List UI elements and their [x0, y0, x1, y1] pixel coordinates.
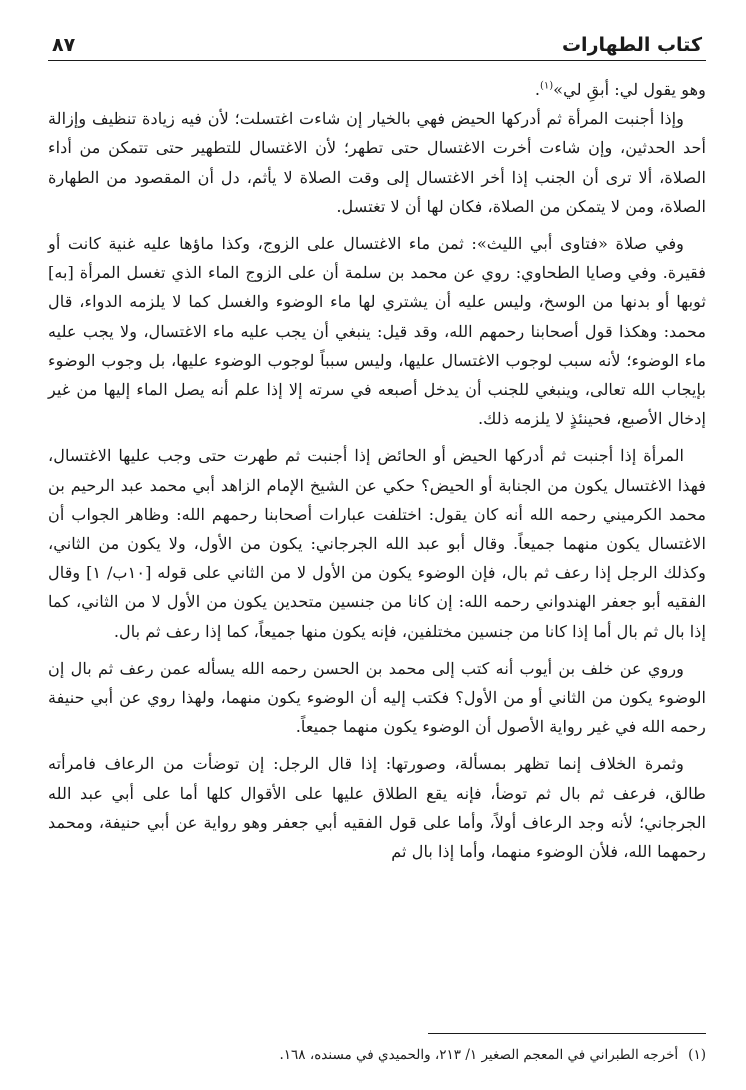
paragraph-6: وثمرة الخلاف إنما تظهر بمسألة، وصورتها: إذا قال الرجل: إن توضأت من الرعاف فامرأته طالق، فرعف ثم بال ثم توضأ، فإنه يقع الطلاق عليها على الأقوال كلها أما على أبي عبد الله الجرجاني؛ لأنه وجد الرعاف أولاً، وأما على قول الفقيه أبي جعفر وهو رواية عن أبي حنيفة، ومحمد رحمهما الله، فلأن الوضوء منهما، وأما إذا بال ثم	[48, 754, 706, 862]
footnote-number: (١)	[688, 1047, 706, 1063]
paragraph-1-end: .	[534, 80, 540, 99]
page-number: ٨٧	[52, 34, 76, 56]
main-text	[48, 75, 706, 866]
paragraph-1-text: وهو يقول لي: أبقِ لي»	[553, 80, 706, 99]
page-header	[48, 22, 706, 61]
footnote	[48, 1044, 706, 1066]
paragraph-2: وإذا أجنبت المرأة ثم أدركها الحيض فهي بالخيار إن شاءت اغتسلت؛ لأن فيه زيادة تنظيف وإزالة أحد الحدثين، وإن شاءت أخرت الاغتسال حتى تطهر؛ لأن الاغتسال للتطهير حتى تتمكن من أداء الصلاة، ألا ترى أن الجنب إذا أخر الاغتسال إلى وقت الصلاة لا يأثم، دل أن المقصود من الطهارة الصلاة، ومن لا يتمكن من الصلاة، فكان لها أن لا تغتسل.	[48, 109, 706, 216]
paragraph-1	[48, 75, 706, 104]
paragraph-5: وروي عن خلف بن أيوب أنه كتب إلى محمد بن الحسن رحمه الله يسأله عمن رعف ثم بال إن الوضوء يكون من الثاني أو من الأول؟ فكتب إليه أن الوضوء يكون منهما، ولهذا روي عن أبي حنيفة رحمه الله في غير رواية الأصول أن الوضوء يكون منهما جميعاً.	[48, 658, 706, 737]
paragraph-3: وفي صلاة «فتاوى أبي الليث»: ثمن ماء الاغتسال على الزوج، وكذا ماؤها عليه غنية كانت أو فقيرة. وفي وصايا الطحاوي: روي عن محمد بن سلمة أن على الزوج الماء الذي تغسل المرأة [به] ثوبها أو بدنها من الوسخ، وليس عليه أن يشتري لها ماء الوضوء والغسل كما لا يلزمه الدواء، قال محمد: وهكذا قول أصحابنا رحمهم الله، وقد قيل: ينبغي أن يجب عليه ماء الاغتسال، ولا يجب عليه ماء الوضوء؛ لأنه سبب لوجوب الاغتسال عليها، وليس سبباً لوجوب الوضوء عليها، بل وجوب الوضوء بإيجاب الله تعالى، وينبغي للجنب أن يدخل أصبعه في سرته إلا إذا علم أنه يصل الماء إليها من غير إدخال الأصبع، فحينئذٍ لا يلزمه ذلك.	[48, 234, 706, 429]
running-title: كتاب الطهارات	[561, 34, 702, 56]
book-page	[48, 22, 707, 1063]
footnote-divider	[428, 1033, 706, 1034]
paragraph-4: المرأة إذا أجنبت ثم أدركها الحيض أو الحائض إذا أجنبت ثم طهرت حتى وجب عليها الاغتسال، فهذا الاغتسال يكون من الجنابة أو الحيض؟ حكي عن الشيخ الإمام الزاهد أبي محمد عبد الرحيم بن محمد الكرميني رحمه الله أنه كان يقول: اختلفت عبارات أصحابنا رحمهم الله: وظاهر الجواب أن الاغتسال يكون منهما جميعاً. وقال أبو عبد الله الجرجاني: يكون من الأول، ولا يكون من الثاني، وكذلك الرجل إذا رعف ثم بال، فإن الوضوء يكون من الأول لا من الثاني على قوله [١٠ب/ ١] وقال الفقيه أبو جعفر الهندواني رحمه الله: إن كانا من جنسين متحدين يكون من الأول لا من الثاني، كما إذا بال ثم بال أما إذا كانا من جنسين مختلفين، فإنه يكون منها جميعاً، كما إذا رعف ثم بال.	[48, 446, 707, 641]
footnote-reference: (١)	[539, 80, 554, 92]
footnote-text: أخرجه الطبراني في المعجم الصغير ١/ ٢١٣، والحميدي في مسنده، ١٦٨.	[279, 1047, 679, 1063]
